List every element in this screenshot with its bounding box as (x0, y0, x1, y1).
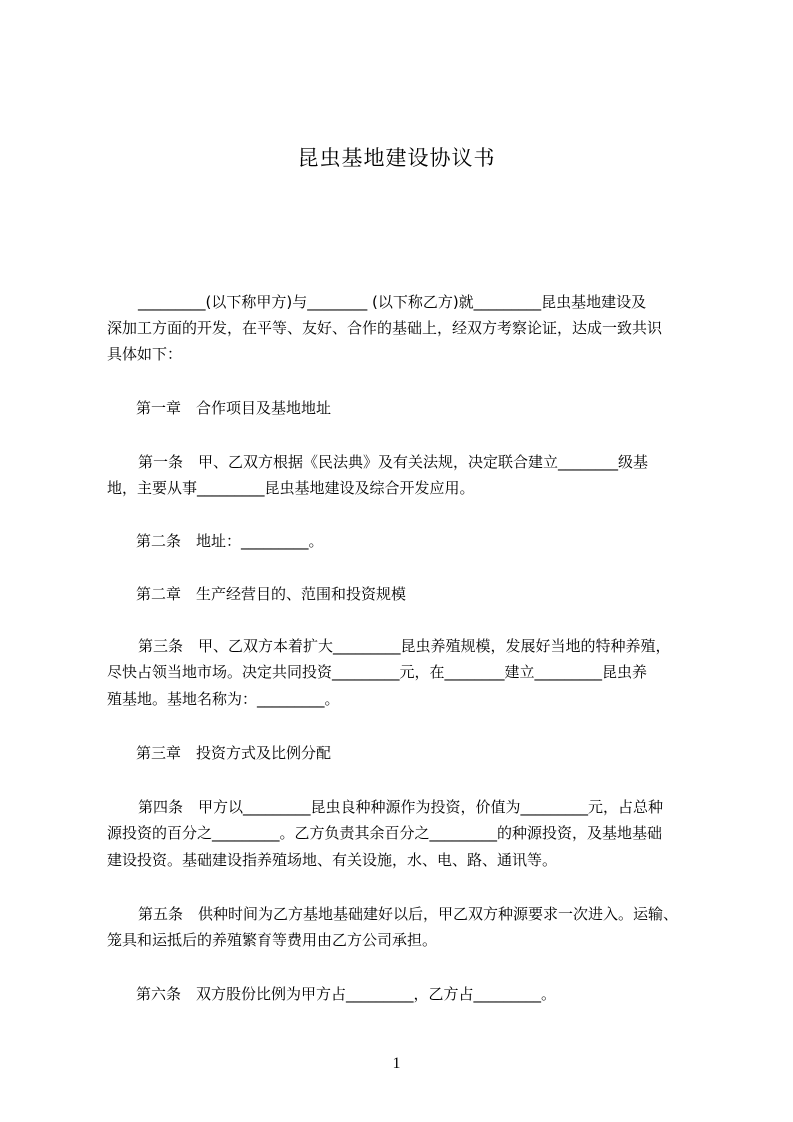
article-1-line-1: 第一条 甲、乙双方根据《民法典》及有关法规，决定联合建立________级基 (138, 453, 649, 471)
article-4-line-3: 建设投资。基础建设指养殖场地、有关设施，水、电、路、通讯等。 (107, 851, 558, 869)
article-3-line-3: 殖基地。基地名称为：_________。 (107, 690, 340, 708)
chapter-3-heading: 第三章 投资方式及比例分配 (136, 744, 332, 762)
page-number: 1 (392, 1055, 401, 1072)
article-5-line-1: 第五条 供种时间为乙方基地基础建好以后，甲乙双方种源要求一次进入。运输、 (138, 905, 679, 923)
intro-line-3: 具体如下： (107, 345, 183, 363)
article-4-line-1: 第四条 甲方以_________昆虫良种种源作为投资，价值为_________元，占总种 (138, 798, 664, 816)
article-1-line-2: 地，主要从事_________昆虫基地建设及综合开发应用。 (107, 479, 475, 497)
article-2-line-1: 第二条 地址：_________。 (136, 532, 324, 550)
article-3-line-1: 第三条 甲、乙双方本着扩大_________昆虫养殖规模，发展好当地的特种养殖， (138, 637, 671, 655)
chapter-1-heading: 第一章 合作项目及基地地址 (136, 399, 332, 417)
document-title: 昆虫基地建设协议书 (297, 146, 496, 170)
article-6-line-1: 第六条 双方股份比例为甲方占_________，乙方占_________。 (136, 985, 557, 1003)
chapter-2-heading: 第二章 生产经营目的、范围和投资规模 (136, 585, 407, 603)
intro-line-2: 深加工方面的开发，在平等、友好、合作的基础上，经双方考察论证，达成一致共识 (107, 319, 663, 337)
intro-line-1: _________(以下称甲方)与________ (以下称乙方)就_________昆虫基地建设及 (138, 293, 647, 311)
article-3-line-2: 尽快占领当地市场。决定共同投资_________元，在________建立_________昆虫养 (107, 663, 648, 681)
article-4-line-2: 源投资的百分之_________。乙方负责其余百分之_________的种源投资，及基地基础 (107, 824, 663, 842)
article-5-line-2: 笼具和运抵后的养殖繁育等费用由乙方公司承担。 (107, 931, 438, 949)
